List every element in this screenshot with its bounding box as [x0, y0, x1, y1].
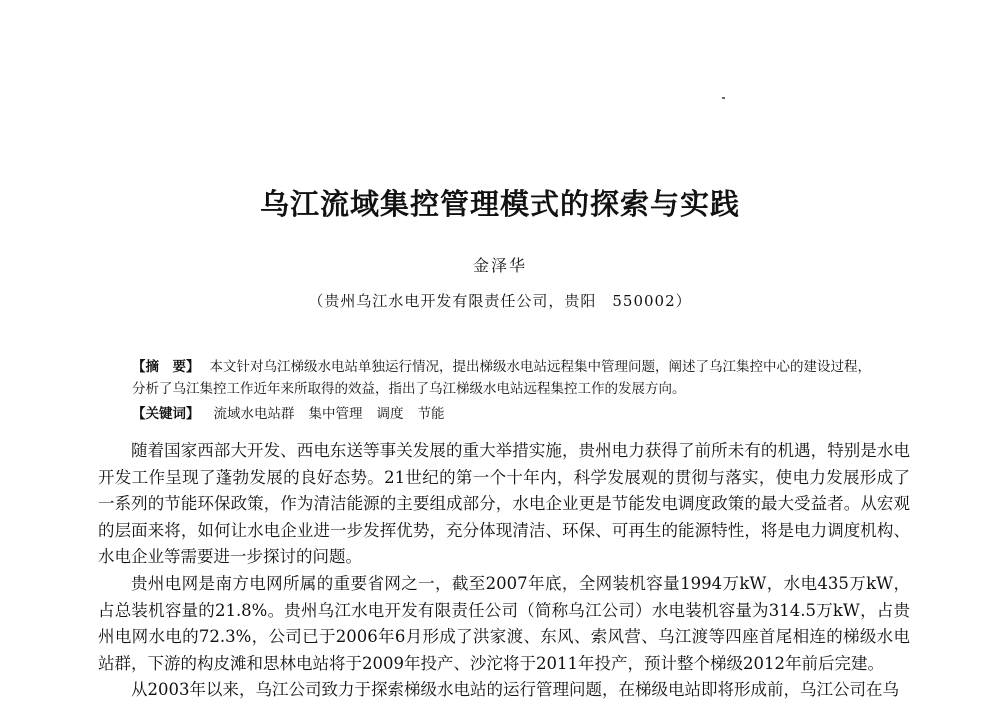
- author-affiliation: （贵州乌江水电开发有限责任公司，贵阳 550002）: [308, 292, 692, 310]
- body-paragraph: 从2003年以来，乌江公司致力于探索梯级水电站的运行管理问题，在梯级电站即将形成前，乌江公司在乌: [131, 680, 899, 700]
- abstract-text: 本文针对乌江梯级水电站单独运行情况，提出梯级水电站远程集中管理问题，阐述了乌江集控中心的建设过程，分析了乌江集控工作近年来所取得的效益，指出了乌江梯级水电站远程集控工作的发展方向。: [132, 359, 871, 397]
- body-text: [98, 438, 910, 704]
- abstract-block: [132, 356, 882, 400]
- paper-title: 乌江流域集控管理模式的探索与实践: [259, 187, 740, 221]
- keyword: 节能: [417, 406, 445, 422]
- keyword: 调度: [376, 406, 404, 422]
- keywords-label: 【关键词】: [132, 406, 200, 422]
- keyword: 集中管理: [308, 406, 363, 422]
- body-paragraph: 随着国家西部大开发、西电东送等事关发展的重大举措实施，贵州电力获得了前所未有的机遇，特别是水电开发工作呈现了蓬勃发展的良好态势。21世纪的第一个十年内，科学发展观的贯彻与落实，使电力发展形成了一系列的节能环保政策，作为清洁能源的主要组成部分，水电企业更是节能发电调度政策的最大受益者。从宏观的层面来将，如何让水电企业进一步发挥优势，充分体现清洁、环保、可再生的能源特性，将是电力调度机构、水电企业等需要进一步探讨的问题。: [98, 441, 910, 567]
- scan-artifact: [722, 97, 725, 99]
- body-paragraph: 贵州电网是南方电网所属的重要省网之一，截至2007年底，全网装机容量1994万kW，水电435万kW，占总装机容量的21.8%。贵州乌江水电开发有限责任公司（简称乌江公司）水电装机容量为314.5万kW，占贵州电网水电的72.3%，公司已于2006年6月形成了洪家渡、东风、索风营、乌江渡等四座首尾相连的梯级水电站群，下游的构皮滩和思林电站将于2009年投产、沙沱将于2011年投产，预计整个梯级2012年前后完建。: [98, 573, 910, 673]
- keyword: 流域水电站群: [213, 406, 295, 422]
- abstract-label: 【摘 要】: [132, 359, 200, 375]
- keywords-block: [132, 403, 882, 425]
- author-name: 金泽华: [472, 256, 527, 275]
